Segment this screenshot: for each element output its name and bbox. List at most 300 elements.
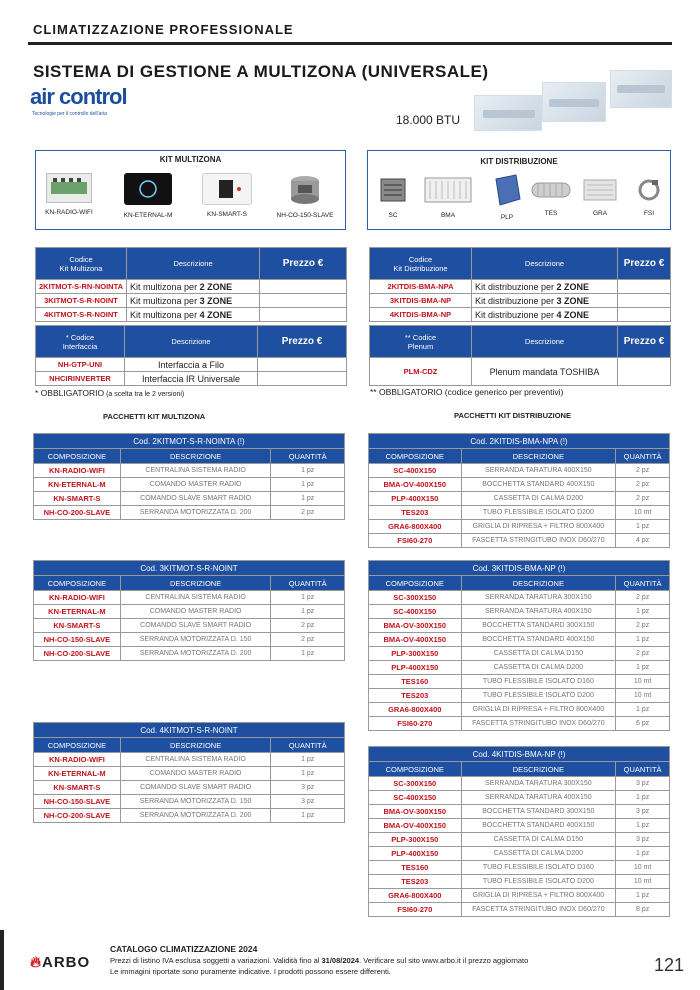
table-row: [369, 717, 670, 731]
component-qty: 1 pz: [271, 647, 345, 661]
component-desc: GRIGLIA DI RIPRESA + FILTRO 800X400: [461, 520, 616, 534]
table-row: [369, 903, 670, 917]
comp-col-header: COMPOSIZIONE: [369, 449, 462, 464]
table-row: [369, 619, 670, 633]
interface-desc: Interfaccia IR Universale: [125, 372, 258, 386]
component-qty: 10 mt: [616, 875, 670, 889]
component-code: KN-ETERNAL-M: [34, 767, 121, 781]
kit-item-label: TES: [544, 210, 558, 217]
kit-price: [260, 280, 347, 294]
table-row: [370, 280, 671, 294]
component-code: GRA6-800X400: [369, 889, 462, 903]
table-row: [369, 591, 670, 605]
table-row: [34, 647, 345, 661]
plp-image: [492, 173, 522, 221]
composition-title: Cod. 3KITDIS-BMA-NP (!): [369, 561, 670, 576]
comp-col-header: DESCRIZIONE: [461, 762, 616, 777]
comp-col-header: DESCRIZIONE: [120, 738, 271, 753]
component-desc: TUBO FLESSIBILE ISOLATO D160: [461, 675, 616, 689]
table-row: [369, 689, 670, 703]
product-image-2: [542, 82, 606, 122]
kit-code: 3KITDIS-BMA-NP: [370, 294, 472, 308]
kit-code: 3KITMOT-S-R-NOINT: [36, 294, 127, 308]
component-code: GRA6-800X400: [369, 520, 462, 534]
component-desc: SERRANDA MOTORIZZATA D. 200: [120, 506, 271, 520]
component-code: TES203: [369, 506, 462, 520]
component-code: BMA-OV-400X150: [369, 478, 462, 492]
plenum-price: [618, 358, 671, 386]
page-title: SISTEMA DI GESTIONE A MULTIZONA (UNIVERSALE): [33, 62, 489, 81]
component-code: KN-RADIO-WIFI: [34, 591, 121, 605]
kit-distribuzione-title: KIT DISTRIBUZIONE: [480, 157, 558, 166]
component-desc: CENTRALINA SISTEMA RADIO: [120, 464, 271, 478]
table-row: [369, 847, 670, 861]
component-code: PLP-400X150: [369, 847, 462, 861]
logo-tagline: Tecnologie per il controllo dell'aria: [32, 111, 107, 117]
plenum-desc: Plenum mandata TOSHIBA: [472, 358, 618, 386]
header-divider: [28, 42, 672, 45]
note-obbligatorio-interfaccia: [35, 388, 184, 398]
table-row: [36, 308, 347, 322]
composition-table: [33, 560, 345, 661]
component-desc: CASSETTA DI CALMA D200: [461, 847, 616, 861]
component-qty: 10 mt: [616, 506, 670, 520]
component-desc: SERRANDA TARATURA 400X150: [461, 791, 616, 805]
note-main: * OBBLIGATORIO: [35, 388, 105, 398]
table-row: [34, 591, 345, 605]
table-row: [34, 492, 345, 506]
kn-radio-wifi-image: [45, 173, 93, 216]
component-qty: 2 pz: [616, 492, 670, 506]
kit-multizona-title: KIT MULTIZONA: [159, 155, 222, 164]
comp-col-header: COMPOSIZIONE: [369, 576, 462, 591]
component-code: KN-RADIO-WIFI: [34, 753, 121, 767]
arbo-logo: [30, 954, 90, 971]
composition-table: [368, 560, 670, 731]
table-row: [34, 464, 345, 478]
component-qty: 2 pz: [271, 619, 345, 633]
kit-price: [618, 308, 671, 322]
footer-image-note: Le immagini riportate sono puramente indicative. I prodotti possono essere differenti.: [110, 967, 391, 976]
component-code: KN-SMART-S: [34, 492, 121, 506]
component-qty: 1 pz: [616, 633, 670, 647]
component-desc: COMANDO SLAVE SMART RADIO: [120, 781, 271, 795]
component-qty: 1 pz: [616, 605, 670, 619]
component-code: PLP-300X150: [369, 647, 462, 661]
col-header-price: Prezzo €: [258, 326, 347, 358]
table-row: [370, 358, 671, 386]
component-qty: 2 pz: [616, 619, 670, 633]
col-header-desc: Descrizione: [472, 326, 618, 358]
component-code: SC-300X150: [369, 777, 462, 791]
component-qty: 1 pz: [271, 767, 345, 781]
composition-table: [33, 722, 345, 823]
table-row: [34, 605, 345, 619]
component-desc: SERRANDA MOTORIZZATA D. 200: [120, 647, 271, 661]
component-desc: TUBO FLESSIBILE ISOLATO D200: [461, 506, 616, 520]
component-code: NH-CO-150-SLAVE: [34, 795, 121, 809]
table-row: [34, 781, 345, 795]
interface-price: [258, 372, 347, 386]
component-qty: 1 pz: [271, 809, 345, 823]
component-code: KN-RADIO-WIFI: [34, 464, 121, 478]
component-qty: 6 pz: [616, 717, 670, 731]
component-code: TES160: [369, 675, 462, 689]
table-row: [369, 492, 670, 506]
bma-image: [424, 175, 472, 219]
component-qty: 3 pz: [616, 805, 670, 819]
interface-price: [258, 358, 347, 372]
kn-smart-s-image: [202, 173, 252, 218]
component-code: NH-CO-200-SLAVE: [34, 647, 121, 661]
table-row: [369, 633, 670, 647]
kit-multizona-box: [35, 150, 346, 230]
table-row: [369, 861, 670, 875]
table-row: [369, 791, 670, 805]
gra-image: [582, 177, 618, 217]
component-qty: 1 pz: [616, 661, 670, 675]
table-row: [369, 777, 670, 791]
page-number: 121: [654, 955, 685, 975]
component-desc: TUBO FLESSIBILE ISOLATO D160: [461, 861, 616, 875]
component-qty: 1 pz: [271, 492, 345, 506]
composition-title: Cod. 4KITMOT-S-R-NOINT: [34, 723, 345, 738]
comp-col-header: DESCRIZIONE: [461, 576, 616, 591]
table-row: [36, 294, 347, 308]
kit-item-label: KN-RADIO-WIFI: [45, 209, 93, 216]
kit-price: [618, 294, 671, 308]
kit-desc: [472, 280, 618, 294]
component-qty: 10 mt: [616, 861, 670, 875]
table-row: [34, 795, 345, 809]
component-code: PLP-300X150: [369, 833, 462, 847]
component-qty: 1 pz: [271, 605, 345, 619]
component-desc: FASCETTA STRINGITUBO INOX D60/270: [461, 534, 616, 548]
component-qty: 10 mt: [616, 689, 670, 703]
table-row: [369, 520, 670, 534]
component-qty: 1 pz: [616, 520, 670, 534]
component-code: FSI60-270: [369, 534, 462, 548]
table-row: [369, 661, 670, 675]
zone-count: 4 ZONE: [556, 309, 590, 320]
col-header-price: Prezzo €: [260, 248, 347, 280]
component-desc: COMANDO MASTER RADIO: [120, 478, 271, 492]
component-qty: 1 pz: [616, 703, 670, 717]
component-desc: FASCETTA STRINGITUBO INOX D60/270: [461, 903, 616, 917]
component-qty: 3 pz: [616, 777, 670, 791]
note-small: (a scelta tra le 2 versioni): [104, 391, 185, 398]
comp-col-header: COMPOSIZIONE: [34, 576, 121, 591]
component-desc: SERRANDA MOTORIZZATA D. 150: [120, 633, 271, 647]
comp-col-header: COMPOSIZIONE: [34, 449, 121, 464]
comp-col-header: QUANTITÀ: [616, 762, 670, 777]
kit-desc: [472, 308, 618, 322]
component-qty: 2 pz: [616, 647, 670, 661]
component-qty: 2 pz: [271, 506, 345, 520]
table-row: [369, 805, 670, 819]
footer-note-pre: Prezzi di listino IVA esclusa soggetti a variazioni. Validità fino al: [110, 956, 322, 965]
price-table-distribuzione: [369, 247, 671, 322]
table-row: [36, 280, 347, 294]
component-desc: BOCCHETTA STANDARD 400X150: [461, 819, 616, 833]
interface-code: NH-GTP-UNI: [36, 358, 125, 372]
col-header-code: Codice Kit Multizona: [36, 248, 127, 280]
component-qty: 2 pz: [616, 464, 670, 478]
table-row: [370, 308, 671, 322]
component-desc: CENTRALINA SISTEMA RADIO: [120, 591, 271, 605]
section-title-multizona: PACCHETTI KIT MULTIZONA: [103, 412, 206, 421]
kit-item-label: FSI: [643, 210, 655, 217]
component-qty: 3 pz: [271, 795, 345, 809]
comp-col-header: DESCRIZIONE: [120, 449, 271, 464]
kit-item-label: BMA: [440, 212, 456, 219]
composition-title: Cod. 2KITDIS-BMA-NPA (!): [369, 434, 670, 449]
kit-desc: [472, 294, 618, 308]
table-row: [369, 605, 670, 619]
component-qty: 2 pz: [271, 633, 345, 647]
composition-title: Cod. 2KITMOT-S-R-NOINTA (!): [34, 434, 345, 449]
component-code: SC-400X150: [369, 605, 462, 619]
component-qty: 1 pz: [271, 591, 345, 605]
category-title: CLIMATIZZAZIONE PROFESSIONALE: [33, 22, 294, 37]
component-desc: TUBO FLESSIBILE ISOLATO D200: [461, 875, 616, 889]
table-row: [34, 809, 345, 823]
fsi-image: [636, 177, 662, 217]
component-desc: SERRANDA MOTORIZZATA D. 150: [120, 795, 271, 809]
kit-item-label: NH-CO-150-SLAVE: [276, 212, 334, 219]
col-header-code: * Codice Interfaccia: [36, 326, 125, 358]
col-header-code: ** Codice Plenum: [370, 326, 472, 358]
component-qty: 1 pz: [271, 478, 345, 492]
component-qty: 1 pz: [616, 791, 670, 805]
component-code: KN-SMART-S: [34, 619, 121, 633]
section-title-distribuzione: PACCHETTI KIT DISTRIBUZIONE: [454, 411, 571, 420]
component-desc: SERRANDA TARATURA 300X150: [461, 777, 616, 791]
composition-title: Cod. 4KITDIS-BMA-NP (!): [369, 747, 670, 762]
price-table-multizona: [35, 247, 347, 322]
table-row: [369, 833, 670, 847]
table-row: [369, 875, 670, 889]
composition-table: [368, 746, 670, 917]
plenum-code: PLM-CDZ: [370, 358, 472, 386]
kit-desc-text: Kit distribuzione per: [475, 281, 557, 292]
kit-desc-text: Kit distribuzione per: [475, 309, 557, 320]
component-desc: CASSETTA DI CALMA D150: [461, 833, 616, 847]
component-desc: CASSETTA DI CALMA D200: [461, 661, 616, 675]
component-code: SC-400X150: [369, 791, 462, 805]
component-code: BMA-OV-400X150: [369, 633, 462, 647]
component-code: GRA6-800X400: [369, 703, 462, 717]
component-qty: 2 pz: [616, 591, 670, 605]
kit-desc-text: Kit multizona per: [130, 281, 200, 292]
component-qty: 8 pz: [616, 903, 670, 917]
kit-item-label: KN-SMART-S: [207, 211, 247, 218]
kit-distribuzione-box: [367, 150, 671, 230]
component-code: TES203: [369, 689, 462, 703]
component-desc: CENTRALINA SISTEMA RADIO: [120, 753, 271, 767]
kit-desc-text: Kit multizona per: [130, 309, 200, 320]
flame-icon: 🔥︎: [30, 954, 43, 971]
kit-desc-text: Kit distribuzione per: [475, 295, 557, 306]
component-qty: 1 pz: [616, 889, 670, 903]
component-code: TES203: [369, 875, 462, 889]
kit-desc-text: Kit multizona per: [130, 295, 200, 306]
table-row: [34, 753, 345, 767]
comp-col-header: QUANTITÀ: [271, 449, 345, 464]
price-table-interfaccia: [35, 325, 347, 386]
kit-item-label: PLP: [500, 214, 514, 221]
arbo-brand: ARBO: [42, 954, 91, 971]
price-table-plenum: [369, 325, 671, 386]
comp-col-header: COMPOSIZIONE: [34, 738, 121, 753]
table-row: [369, 819, 670, 833]
component-qty: 3 pz: [616, 833, 670, 847]
component-code: KN-SMART-S: [34, 781, 121, 795]
kit-code: 4KITMOT-S-R-NOINT: [36, 308, 127, 322]
component-desc: GRIGLIA DI RIPRESA + FILTRO 800X400: [461, 703, 616, 717]
comp-col-header: QUANTITÀ: [616, 449, 670, 464]
comp-col-header: QUANTITÀ: [271, 738, 345, 753]
component-code: PLP-400X150: [369, 661, 462, 675]
component-code: NH-CO-200-SLAVE: [34, 809, 121, 823]
zone-count: 3 ZONE: [556, 295, 590, 306]
component-qty: 1 pz: [616, 819, 670, 833]
product-image-3: [610, 70, 672, 108]
component-code: SC-400X150: [369, 464, 462, 478]
table-row: [369, 534, 670, 548]
table-row: [369, 506, 670, 520]
component-code: TES160: [369, 861, 462, 875]
zone-count: 3 ZONE: [199, 295, 233, 306]
table-row: [34, 767, 345, 781]
table-row: [369, 703, 670, 717]
nh-co-150-slave-image: [276, 173, 334, 219]
air-control-logo: [30, 84, 130, 120]
zone-count: 2 ZONE: [199, 281, 233, 292]
sc-image: [378, 175, 408, 219]
footer-note-post: . Verificare sul sito www.arbo.it il prezzo aggiornato: [359, 956, 529, 965]
note-obbligatorio-plenum: ** OBBLIGATORIO (codice generico per preventivi): [370, 387, 564, 397]
comp-col-header: QUANTITÀ: [271, 576, 345, 591]
component-qty: 1 pz: [271, 753, 345, 767]
composition-table: [368, 433, 670, 548]
composition-table: [33, 433, 345, 520]
kit-price: [260, 294, 347, 308]
btu-label: 18.000 BTU: [396, 113, 461, 127]
component-qty: 10 mt: [616, 675, 670, 689]
table-row: [36, 358, 347, 372]
component-code: KN-ETERNAL-M: [34, 605, 121, 619]
component-desc: CASSETTA DI CALMA D200: [461, 492, 616, 506]
component-desc: GRIGLIA DI RIPRESA + FILTRO 800X400: [461, 889, 616, 903]
comp-col-header: DESCRIZIONE: [120, 576, 271, 591]
col-header-desc: Descrizione: [125, 326, 258, 358]
component-desc: SERRANDA TARATURA 400X150: [461, 605, 616, 619]
component-desc: COMANDO MASTER RADIO: [120, 767, 271, 781]
kit-price: [618, 280, 671, 294]
component-desc: COMANDO MASTER RADIO: [120, 605, 271, 619]
component-code: NH-CO-200-SLAVE: [34, 506, 121, 520]
component-qty: 2 pz: [616, 478, 670, 492]
kit-code: 2KITDIS-BMA-NPA: [370, 280, 472, 294]
component-code: PLP-400X150: [369, 492, 462, 506]
col-header-code: Codice Kit Distribuzione: [370, 248, 472, 280]
table-row: [369, 464, 670, 478]
kit-code: 4KITDIS-BMA-NP: [370, 308, 472, 322]
component-desc: SERRANDA TARATURA 300X150: [461, 591, 616, 605]
col-header-desc: Descrizione: [127, 248, 260, 280]
component-qty: 4 pz: [616, 534, 670, 548]
tes-image: [530, 177, 572, 217]
component-code: NH-CO-150-SLAVE: [34, 633, 121, 647]
col-header-price: Prezzo €: [618, 248, 671, 280]
component-code: BMA-OV-400X150: [369, 819, 462, 833]
comp-col-header: QUANTITÀ: [616, 576, 670, 591]
product-image-1: [474, 95, 542, 131]
kit-desc: [127, 294, 260, 308]
table-row: [369, 478, 670, 492]
component-desc: BOCCHETTA STANDARD 300X150: [461, 619, 616, 633]
kit-item-label: SC: [388, 212, 398, 219]
table-row: [34, 619, 345, 633]
component-desc: FASCETTA STRINGITUBO INOX D60/270: [461, 717, 616, 731]
component-code: FSI60-270: [369, 903, 462, 917]
component-code: SC-300X150: [369, 591, 462, 605]
comp-col-header: COMPOSIZIONE: [369, 762, 462, 777]
component-desc: COMANDO SLAVE SMART RADIO: [120, 619, 271, 633]
footer-catalog: CATALOGO CLIMATIZZAZIONE 2024: [110, 944, 258, 954]
zone-count: 4 ZONE: [199, 309, 233, 320]
kit-item-label: KN-ETERNAL-M: [123, 212, 173, 219]
interface-code: NHCIRINVERTER: [36, 372, 125, 386]
comp-col-header: DESCRIZIONE: [461, 449, 616, 464]
component-qty: 1 pz: [271, 464, 345, 478]
interface-desc: Interfaccia a Filo: [125, 358, 258, 372]
component-desc: SERRANDA TARATURA 400X150: [461, 464, 616, 478]
col-header-desc: Descrizione: [472, 248, 618, 280]
component-desc: COMANDO SLAVE SMART RADIO: [120, 492, 271, 506]
component-desc: BOCCHETTA STANDARD 300X150: [461, 805, 616, 819]
component-desc: TUBO FLESSIBILE ISOLATO D200: [461, 689, 616, 703]
side-rule: [0, 930, 4, 990]
kit-desc: [127, 308, 260, 322]
table-row: [34, 633, 345, 647]
component-code: BMA-OV-300X150: [369, 805, 462, 819]
component-code: KN-ETERNAL-M: [34, 478, 121, 492]
component-desc: BOCCHETTA STANDARD 400X150: [461, 478, 616, 492]
zone-count: 2 ZONE: [556, 281, 590, 292]
table-row: [369, 889, 670, 903]
footer-price-note: [110, 956, 528, 965]
component-code: BMA-OV-300X150: [369, 619, 462, 633]
col-header-price: Prezzo €: [618, 326, 671, 358]
kit-price: [260, 308, 347, 322]
component-qty: 1 pz: [616, 847, 670, 861]
table-row: [369, 647, 670, 661]
kit-desc: [127, 280, 260, 294]
table-row: [370, 294, 671, 308]
table-row: [34, 478, 345, 492]
component-code: FSI60-270: [369, 717, 462, 731]
component-desc: BOCCHETTA STANDARD 400X150: [461, 633, 616, 647]
kit-item-label: GRA: [592, 210, 608, 217]
component-qty: 3 pz: [271, 781, 345, 795]
composition-title: Cod. 3KITMOT-S-R-NOINT: [34, 561, 345, 576]
kn-eternal-m-image: [123, 173, 173, 219]
table-row: [36, 372, 347, 386]
footer-validity-date: 31/08/2024: [321, 956, 360, 965]
table-row: [369, 675, 670, 689]
